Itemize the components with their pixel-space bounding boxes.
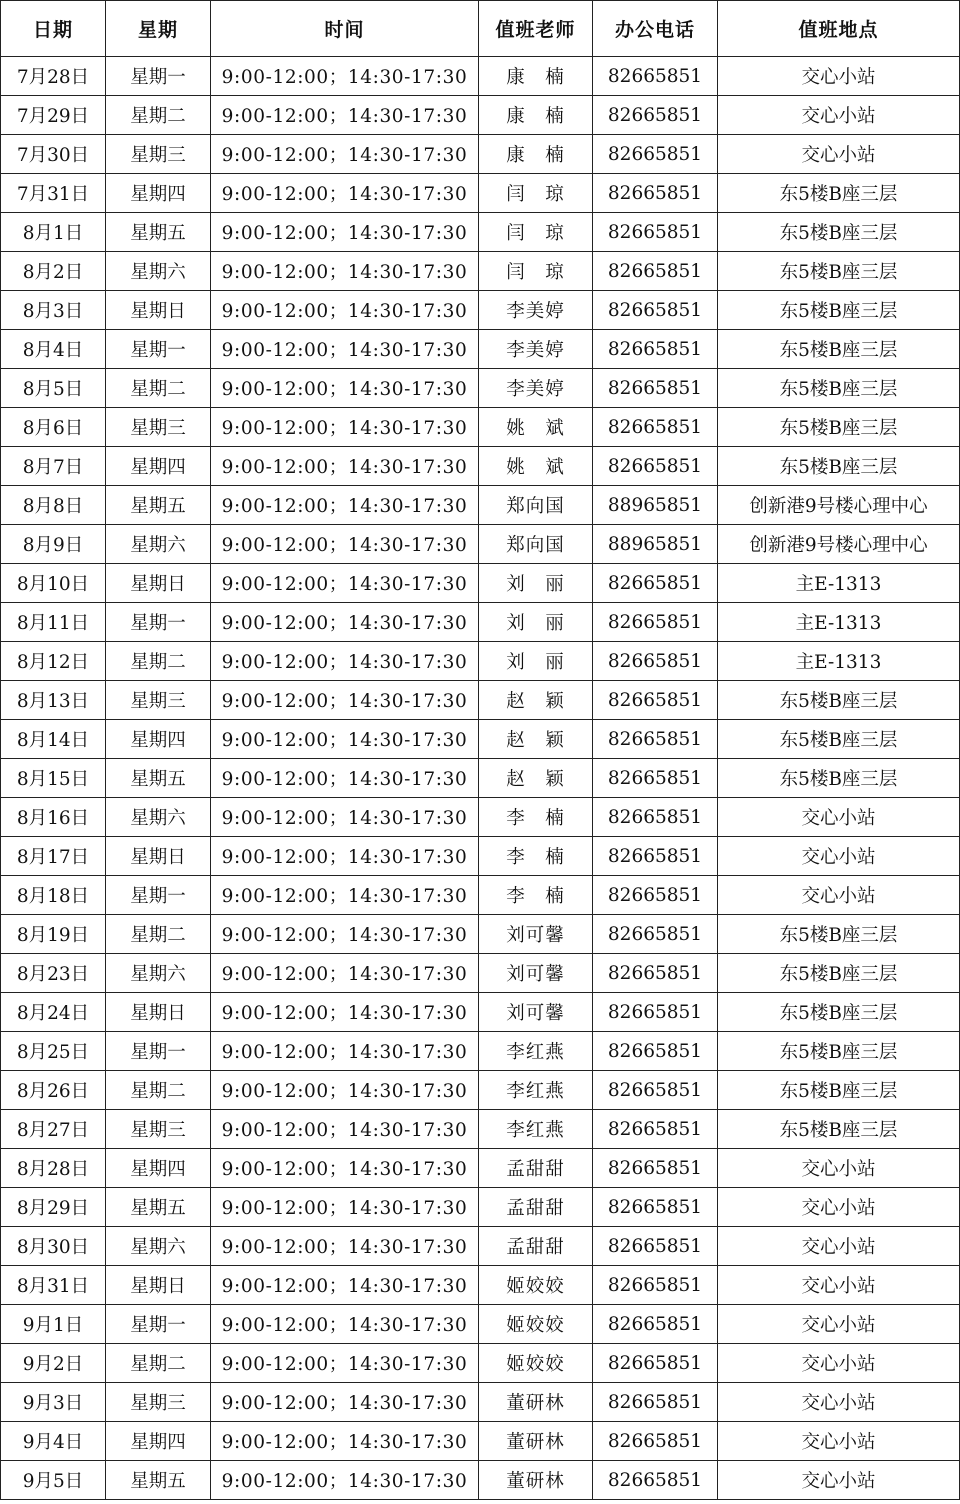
date-cell: 9月2日 — [1, 1344, 106, 1383]
phone-cell: 82665851 — [593, 174, 718, 213]
date-cell: 8月17日 — [1, 837, 106, 876]
teacher-cell: 刘 丽 — [479, 603, 593, 642]
teacher-cell: 姬姣姣 — [479, 1344, 593, 1383]
location-cell: 东5楼B座三层 — [718, 291, 960, 330]
teacher-cell: 李红燕 — [479, 1032, 593, 1071]
phone-cell: 82665851 — [593, 1266, 718, 1305]
column-header-weekday: 星期 — [106, 1, 211, 57]
weekday-cell: 星期二 — [106, 1344, 211, 1383]
table-row — [1, 1227, 960, 1266]
phone-cell: 82665851 — [593, 564, 718, 603]
date-cell: 7月28日 — [1, 57, 106, 96]
table-row — [1, 1344, 960, 1383]
teacher-cell: 闫 琼 — [479, 174, 593, 213]
location-cell: 东5楼B座三层 — [718, 681, 960, 720]
date-cell: 8月5日 — [1, 369, 106, 408]
time-cell: 9:00-12:00；14:30-17:30 — [211, 1266, 479, 1305]
time-cell: 9:00-12:00；14:30-17:30 — [211, 447, 479, 486]
phone-cell: 82665851 — [593, 96, 718, 135]
weekday-cell: 星期五 — [106, 486, 211, 525]
table-row — [1, 915, 960, 954]
teacher-cell: 董研林 — [479, 1383, 593, 1422]
weekday-cell: 星期一 — [106, 876, 211, 915]
weekday-cell: 星期二 — [106, 96, 211, 135]
teacher-cell: 郑向国 — [479, 486, 593, 525]
table-row — [1, 876, 960, 915]
date-cell: 8月14日 — [1, 720, 106, 759]
time-cell: 9:00-12:00；14:30-17:30 — [211, 915, 479, 954]
time-cell: 9:00-12:00；14:30-17:30 — [211, 993, 479, 1032]
weekday-cell: 星期六 — [106, 1227, 211, 1266]
location-cell: 交心小站 — [718, 1383, 960, 1422]
weekday-cell: 星期二 — [106, 1071, 211, 1110]
teacher-cell: 康 楠 — [479, 135, 593, 174]
teacher-cell: 刘可馨 — [479, 915, 593, 954]
location-cell: 交心小站 — [718, 96, 960, 135]
time-cell: 9:00-12:00；14:30-17:30 — [211, 1422, 479, 1461]
phone-cell: 82665851 — [593, 1149, 718, 1188]
table-row — [1, 1149, 960, 1188]
teacher-cell: 姚 斌 — [479, 408, 593, 447]
date-cell: 8月25日 — [1, 1032, 106, 1071]
phone-cell: 82665851 — [593, 720, 718, 759]
location-cell: 东5楼B座三层 — [718, 720, 960, 759]
time-cell: 9:00-12:00；14:30-17:30 — [211, 720, 479, 759]
time-cell: 9:00-12:00；14:30-17:30 — [211, 135, 479, 174]
location-cell: 主E-1313 — [718, 642, 960, 681]
teacher-cell: 孟甜甜 — [479, 1227, 593, 1266]
weekday-cell: 星期二 — [106, 369, 211, 408]
weekday-cell: 星期五 — [106, 1188, 211, 1227]
weekday-cell: 星期日 — [106, 564, 211, 603]
table-row — [1, 252, 960, 291]
weekday-cell: 星期三 — [106, 1110, 211, 1149]
date-cell: 8月8日 — [1, 486, 106, 525]
teacher-cell: 闫 琼 — [479, 252, 593, 291]
column-header-phone: 办公电话 — [593, 1, 718, 57]
teacher-cell: 刘可馨 — [479, 954, 593, 993]
table-row — [1, 759, 960, 798]
location-cell: 交心小站 — [718, 798, 960, 837]
table-row — [1, 1266, 960, 1305]
location-cell: 交心小站 — [718, 1422, 960, 1461]
time-cell: 9:00-12:00；14:30-17:30 — [211, 1149, 479, 1188]
teacher-cell: 孟甜甜 — [479, 1149, 593, 1188]
date-cell: 8月1日 — [1, 213, 106, 252]
table-row — [1, 486, 960, 525]
weekday-cell: 星期四 — [106, 1422, 211, 1461]
location-cell: 东5楼B座三层 — [718, 330, 960, 369]
phone-cell: 82665851 — [593, 1227, 718, 1266]
date-cell: 8月27日 — [1, 1110, 106, 1149]
location-cell: 东5楼B座三层 — [718, 954, 960, 993]
location-cell: 交心小站 — [718, 1305, 960, 1344]
date-cell: 9月3日 — [1, 1383, 106, 1422]
location-cell: 主E-1313 — [718, 603, 960, 642]
location-cell: 东5楼B座三层 — [718, 1071, 960, 1110]
date-cell: 8月9日 — [1, 525, 106, 564]
teacher-cell: 康 楠 — [479, 57, 593, 96]
teacher-cell: 郑向国 — [479, 525, 593, 564]
table-row — [1, 603, 960, 642]
column-header-date: 日期 — [1, 1, 106, 57]
date-cell: 8月19日 — [1, 915, 106, 954]
phone-cell: 82665851 — [593, 408, 718, 447]
teacher-cell: 李美婷 — [479, 291, 593, 330]
phone-cell: 82665851 — [593, 876, 718, 915]
phone-cell: 82665851 — [593, 837, 718, 876]
date-cell: 9月5日 — [1, 1461, 106, 1500]
weekday-cell: 星期五 — [106, 213, 211, 252]
teacher-cell: 李红燕 — [479, 1110, 593, 1149]
location-cell: 交心小站 — [718, 837, 960, 876]
location-cell: 交心小站 — [718, 1266, 960, 1305]
table-row — [1, 408, 960, 447]
weekday-cell: 星期五 — [106, 759, 211, 798]
phone-cell: 82665851 — [593, 1305, 718, 1344]
location-cell: 东5楼B座三层 — [718, 174, 960, 213]
time-cell: 9:00-12:00；14:30-17:30 — [211, 291, 479, 330]
phone-cell: 88965851 — [593, 486, 718, 525]
table-header — [1, 1, 960, 57]
teacher-cell: 姚 斌 — [479, 447, 593, 486]
weekday-cell: 星期四 — [106, 447, 211, 486]
phone-cell: 82665851 — [593, 57, 718, 96]
time-cell: 9:00-12:00；14:30-17:30 — [211, 1032, 479, 1071]
time-cell: 9:00-12:00；14:30-17:30 — [211, 1110, 479, 1149]
weekday-cell: 星期三 — [106, 135, 211, 174]
phone-cell: 82665851 — [593, 1461, 718, 1500]
teacher-cell: 李 楠 — [479, 798, 593, 837]
phone-cell: 82665851 — [593, 915, 718, 954]
teacher-cell: 姬姣姣 — [479, 1266, 593, 1305]
table-row — [1, 564, 960, 603]
weekday-cell: 星期四 — [106, 174, 211, 213]
location-cell: 东5楼B座三层 — [718, 447, 960, 486]
time-cell: 9:00-12:00；14:30-17:30 — [211, 330, 479, 369]
weekday-cell: 星期六 — [106, 252, 211, 291]
table-row — [1, 720, 960, 759]
date-cell: 8月28日 — [1, 1149, 106, 1188]
time-cell: 9:00-12:00；14:30-17:30 — [211, 1344, 479, 1383]
date-cell: 8月2日 — [1, 252, 106, 291]
date-cell: 8月18日 — [1, 876, 106, 915]
location-cell: 东5楼B座三层 — [718, 408, 960, 447]
phone-cell: 82665851 — [593, 603, 718, 642]
weekday-cell: 星期五 — [106, 1461, 211, 1500]
table-row — [1, 1383, 960, 1422]
location-cell: 创新港9号楼心理中心 — [718, 525, 960, 564]
weekday-cell: 星期日 — [106, 291, 211, 330]
date-cell: 7月31日 — [1, 174, 106, 213]
header-row — [1, 1, 960, 57]
phone-cell: 82665851 — [593, 1422, 718, 1461]
location-cell: 东5楼B座三层 — [718, 213, 960, 252]
time-cell: 9:00-12:00；14:30-17:30 — [211, 603, 479, 642]
time-cell: 9:00-12:00；14:30-17:30 — [211, 174, 479, 213]
time-cell: 9:00-12:00；14:30-17:30 — [211, 876, 479, 915]
table-row — [1, 1188, 960, 1227]
date-cell: 8月12日 — [1, 642, 106, 681]
location-cell: 交心小站 — [718, 1188, 960, 1227]
table-row — [1, 681, 960, 720]
phone-cell: 82665851 — [593, 1110, 718, 1149]
time-cell: 9:00-12:00；14:30-17:30 — [211, 525, 479, 564]
time-cell: 9:00-12:00；14:30-17:30 — [211, 564, 479, 603]
teacher-cell: 赵 颖 — [479, 681, 593, 720]
phone-cell: 82665851 — [593, 1032, 718, 1071]
location-cell: 创新港9号楼心理中心 — [718, 486, 960, 525]
teacher-cell: 董研林 — [479, 1461, 593, 1500]
table-row — [1, 96, 960, 135]
phone-cell: 82665851 — [593, 252, 718, 291]
time-cell: 9:00-12:00；14:30-17:30 — [211, 1227, 479, 1266]
phone-cell: 82665851 — [593, 1344, 718, 1383]
date-cell: 8月10日 — [1, 564, 106, 603]
time-cell: 9:00-12:00；14:30-17:30 — [211, 798, 479, 837]
weekday-cell: 星期日 — [106, 837, 211, 876]
phone-cell: 82665851 — [593, 447, 718, 486]
date-cell: 7月29日 — [1, 96, 106, 135]
date-cell: 8月29日 — [1, 1188, 106, 1227]
weekday-cell: 星期一 — [106, 603, 211, 642]
phone-cell: 82665851 — [593, 291, 718, 330]
date-cell: 8月30日 — [1, 1227, 106, 1266]
weekday-cell: 星期二 — [106, 915, 211, 954]
phone-cell: 88965851 — [593, 525, 718, 564]
location-cell: 交心小站 — [718, 876, 960, 915]
phone-cell: 82665851 — [593, 330, 718, 369]
location-cell: 东5楼B座三层 — [718, 1032, 960, 1071]
table-body — [1, 57, 960, 1500]
table-row — [1, 174, 960, 213]
phone-cell: 82665851 — [593, 798, 718, 837]
date-cell: 8月13日 — [1, 681, 106, 720]
table-row — [1, 447, 960, 486]
date-cell: 8月6日 — [1, 408, 106, 447]
phone-cell: 82665851 — [593, 642, 718, 681]
table-row — [1, 1422, 960, 1461]
date-cell: 8月15日 — [1, 759, 106, 798]
teacher-cell: 董研林 — [479, 1422, 593, 1461]
location-cell: 主E-1313 — [718, 564, 960, 603]
date-cell: 8月7日 — [1, 447, 106, 486]
teacher-cell: 孟甜甜 — [479, 1188, 593, 1227]
location-cell: 东5楼B座三层 — [718, 915, 960, 954]
location-cell: 东5楼B座三层 — [718, 369, 960, 408]
phone-cell: 82665851 — [593, 135, 718, 174]
phone-cell: 82665851 — [593, 213, 718, 252]
location-cell: 交心小站 — [718, 1227, 960, 1266]
teacher-cell: 刘 丽 — [479, 564, 593, 603]
weekday-cell: 星期三 — [106, 681, 211, 720]
teacher-cell: 李 楠 — [479, 837, 593, 876]
table-row — [1, 1071, 960, 1110]
date-cell: 8月3日 — [1, 291, 106, 330]
teacher-cell: 刘可馨 — [479, 993, 593, 1032]
location-cell: 东5楼B座三层 — [718, 252, 960, 291]
time-cell: 9:00-12:00；14:30-17:30 — [211, 213, 479, 252]
phone-cell: 82665851 — [593, 759, 718, 798]
weekday-cell: 星期三 — [106, 1383, 211, 1422]
teacher-cell: 赵 颖 — [479, 759, 593, 798]
teacher-cell: 姬姣姣 — [479, 1305, 593, 1344]
teacher-cell: 闫 琼 — [479, 213, 593, 252]
weekday-cell: 星期二 — [106, 642, 211, 681]
weekday-cell: 星期四 — [106, 1149, 211, 1188]
teacher-cell: 刘 丽 — [479, 642, 593, 681]
location-cell: 交心小站 — [718, 1149, 960, 1188]
table-row — [1, 1461, 960, 1500]
date-cell: 8月26日 — [1, 1071, 106, 1110]
date-cell: 8月4日 — [1, 330, 106, 369]
weekday-cell: 星期六 — [106, 954, 211, 993]
time-cell: 9:00-12:00；14:30-17:30 — [211, 1383, 479, 1422]
weekday-cell: 星期一 — [106, 1032, 211, 1071]
date-cell: 8月11日 — [1, 603, 106, 642]
phone-cell: 82665851 — [593, 1188, 718, 1227]
phone-cell: 82665851 — [593, 1071, 718, 1110]
date-cell: 8月31日 — [1, 1266, 106, 1305]
time-cell: 9:00-12:00；14:30-17:30 — [211, 486, 479, 525]
column-header-time: 时间 — [211, 1, 479, 57]
table-row — [1, 135, 960, 174]
weekday-cell: 星期四 — [106, 720, 211, 759]
date-cell: 8月23日 — [1, 954, 106, 993]
weekday-cell: 星期六 — [106, 798, 211, 837]
table-row — [1, 291, 960, 330]
weekday-cell: 星期三 — [106, 408, 211, 447]
table-row — [1, 1305, 960, 1344]
weekday-cell: 星期六 — [106, 525, 211, 564]
date-cell: 7月30日 — [1, 135, 106, 174]
time-cell: 9:00-12:00；14:30-17:30 — [211, 1188, 479, 1227]
table-row — [1, 369, 960, 408]
weekday-cell: 星期日 — [106, 1266, 211, 1305]
time-cell: 9:00-12:00；14:30-17:30 — [211, 1461, 479, 1500]
date-cell: 8月24日 — [1, 993, 106, 1032]
phone-cell: 82665851 — [593, 1383, 718, 1422]
teacher-cell: 李美婷 — [479, 369, 593, 408]
table-row — [1, 798, 960, 837]
location-cell: 交心小站 — [718, 1461, 960, 1500]
location-cell: 交心小站 — [718, 1344, 960, 1383]
weekday-cell: 星期一 — [106, 330, 211, 369]
table-row — [1, 330, 960, 369]
teacher-cell: 赵 颖 — [479, 720, 593, 759]
time-cell: 9:00-12:00；14:30-17:30 — [211, 954, 479, 993]
location-cell: 东5楼B座三层 — [718, 759, 960, 798]
time-cell: 9:00-12:00；14:30-17:30 — [211, 681, 479, 720]
teacher-cell: 李红燕 — [479, 1071, 593, 1110]
date-cell: 9月1日 — [1, 1305, 106, 1344]
time-cell: 9:00-12:00；14:30-17:30 — [211, 759, 479, 798]
teacher-cell: 李美婷 — [479, 330, 593, 369]
table-row — [1, 837, 960, 876]
table-row — [1, 993, 960, 1032]
table-row — [1, 57, 960, 96]
time-cell: 9:00-12:00；14:30-17:30 — [211, 1305, 479, 1344]
table-row — [1, 213, 960, 252]
weekday-cell: 星期一 — [106, 57, 211, 96]
time-cell: 9:00-12:00；14:30-17:30 — [211, 408, 479, 447]
phone-cell: 82665851 — [593, 993, 718, 1032]
time-cell: 9:00-12:00；14:30-17:30 — [211, 837, 479, 876]
time-cell: 9:00-12:00；14:30-17:30 — [211, 96, 479, 135]
phone-cell: 82665851 — [593, 681, 718, 720]
table-row — [1, 525, 960, 564]
teacher-cell: 康 楠 — [479, 96, 593, 135]
teacher-cell: 李 楠 — [479, 876, 593, 915]
weekday-cell: 星期一 — [106, 1305, 211, 1344]
time-cell: 9:00-12:00；14:30-17:30 — [211, 369, 479, 408]
table-row — [1, 1032, 960, 1071]
location-cell: 交心小站 — [718, 57, 960, 96]
date-cell: 9月4日 — [1, 1422, 106, 1461]
column-header-location: 值班地点 — [718, 1, 960, 57]
table-row — [1, 642, 960, 681]
location-cell: 东5楼B座三层 — [718, 1110, 960, 1149]
table-row — [1, 1110, 960, 1149]
location-cell: 东5楼B座三层 — [718, 993, 960, 1032]
phone-cell: 82665851 — [593, 954, 718, 993]
time-cell: 9:00-12:00；14:30-17:30 — [211, 1071, 479, 1110]
time-cell: 9:00-12:00；14:30-17:30 — [211, 252, 479, 291]
weekday-cell: 星期日 — [106, 993, 211, 1032]
time-cell: 9:00-12:00；14:30-17:30 — [211, 642, 479, 681]
location-cell: 交心小站 — [718, 135, 960, 174]
date-cell: 8月16日 — [1, 798, 106, 837]
table-row — [1, 954, 960, 993]
column-header-teacher: 值班老师 — [479, 1, 593, 57]
time-cell: 9:00-12:00；14:30-17:30 — [211, 57, 479, 96]
phone-cell: 82665851 — [593, 369, 718, 408]
